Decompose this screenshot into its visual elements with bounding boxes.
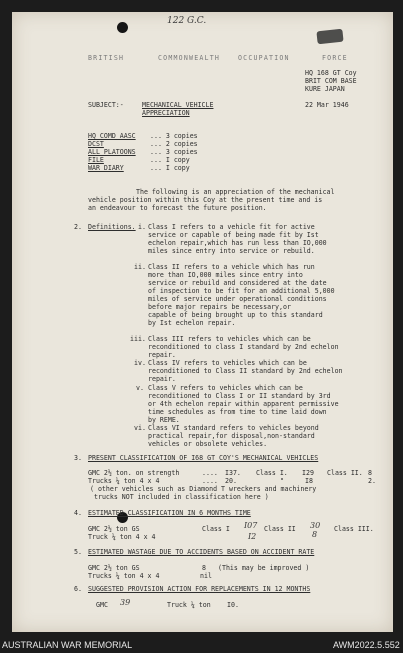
- section-number: 3.: [74, 454, 82, 462]
- section-number: 2.: [74, 223, 82, 231]
- handwritten-reference: 122 G.C.: [167, 16, 207, 26]
- class3-label: Class III.: [334, 525, 374, 533]
- definition-line: or 4th echelon repair within apparent permissive: [148, 400, 339, 408]
- definition-number: v.: [136, 384, 144, 392]
- distribution-copies: ... I copy: [150, 156, 190, 164]
- definition-line: vehicles or obsolete vehicles.: [148, 440, 268, 448]
- leader-dots: ....: [202, 469, 218, 477]
- definition-line: reconditioned to class I standard by 2nd echelon: [148, 343, 339, 351]
- org-word-2: COMMONWEALTH: [158, 54, 221, 62]
- vehicle-label: Trucks ¼ ton 4 x 4: [88, 477, 160, 485]
- distribution-copies: ... 3 copies: [150, 148, 198, 156]
- org-word-4: FORCE: [322, 54, 348, 62]
- section-title: SUGGESTED PROVISION ACTION FOR REPLACEMENTS IN 12 MONTHS: [88, 585, 311, 593]
- definition-line: before major repairs be necessary,or: [148, 303, 291, 311]
- section-title: ESTIMATED CLASSIFICATION IN 6 MONTHS TIME: [88, 509, 251, 517]
- note-line: trucks NOT included in classification here ): [94, 493, 269, 501]
- definition-line: Class IV refers to vehicles which can be: [148, 359, 307, 367]
- org-word-1: BRITISH: [88, 54, 125, 62]
- definition-line: more than IO,000 miles since entry into: [148, 271, 303, 279]
- definition-line: by REME.: [148, 416, 180, 424]
- distribution-name: ALL PLATOONS: [88, 148, 136, 156]
- vehicle-label: Truck ¼ ton 4 x 4: [88, 533, 156, 541]
- address-line-2: BRIT COM BASE: [305, 77, 357, 85]
- vehicle-label: GMC 2½ ton GS: [88, 564, 140, 572]
- footer-accession-number: AWM2022.5.552: [333, 640, 400, 650]
- class2-handwritten: 30: [310, 521, 321, 530]
- section-number: 6.: [74, 585, 82, 593]
- definition-line: repair.: [148, 351, 176, 359]
- definition-number: i.: [138, 223, 146, 231]
- address-line-1: HQ 168 GT Coy: [305, 69, 357, 77]
- distribution-copies: ... 3 copies: [150, 132, 198, 140]
- class1-handwritten: I07: [244, 521, 258, 530]
- section-number: 5.: [74, 548, 82, 556]
- definition-line: echelon repair,which has run less than IO,000: [148, 239, 327, 247]
- definition-line: Class III refers to vehicles which can be: [148, 335, 311, 343]
- vehicle-total: 20.: [225, 477, 237, 485]
- class2-count: 8: [368, 469, 372, 477]
- document-date: 22 Mar 1946: [305, 101, 349, 109]
- section-title: ESTIMATED WASTAGE DUE TO ACCIDENTS BASED ON ACCIDENT RATE: [88, 548, 315, 556]
- definition-line: Class II refers to a vehicle which has run: [148, 263, 315, 271]
- definition-line: time schedules as from time to time laid down: [148, 408, 327, 416]
- vehicle-label: Trucks ¼ ton 4 x 4: [88, 572, 160, 580]
- definition-line: miles since entry into service or rebuild.: [148, 247, 315, 255]
- definition-number: vi.: [134, 424, 146, 432]
- ink-stamp-blot: [316, 29, 343, 45]
- definition-number: iv.: [134, 359, 146, 367]
- definition-line: practical repair,for disposal,non-standard: [148, 432, 315, 440]
- distribution-name: FILE: [88, 156, 104, 164]
- definition-line: repair.: [148, 375, 176, 383]
- definition-line: Class V refers to vehicles which can be: [148, 384, 303, 392]
- truck-count: I0.: [227, 601, 239, 609]
- class2-handwritten: 8: [312, 530, 318, 539]
- distribution-copies: ... I copy: [150, 164, 190, 172]
- leader-dots: ....: [202, 477, 218, 485]
- definition-line: miles of service under operational conditions: [148, 295, 327, 303]
- section-number: 4.: [74, 509, 82, 517]
- truck-label: Truck ¼ ton: [167, 601, 211, 609]
- definition-line: capable of being brought up to this standard: [148, 311, 323, 319]
- definition-line: service or capable of being made fit by Ist: [148, 231, 319, 239]
- section-title: PRESENT CLASSIFICATION OF I68 GT COY'S MECHANICAL VEHICLES: [88, 454, 319, 462]
- note-line: ( other vehicles such as Diamond T wreckers and machinery: [90, 485, 317, 493]
- definition-line: reconditioned to Class II standard by 2nd echelon: [148, 367, 343, 375]
- vehicle-label: GMC 2½ ton GS: [88, 525, 140, 533]
- footer-credit: AUSTRALIAN WAR MEMORIAL: [2, 640, 133, 650]
- org-word-3: OCCUPATION: [238, 54, 290, 62]
- class2-count: 2.: [368, 477, 376, 485]
- distribution-name: HQ COMD AASC: [88, 132, 136, 140]
- distribution-name: DCST: [88, 140, 104, 148]
- definition-line: Class I refers to a vehicle fit for active: [148, 223, 315, 231]
- definition-line: of inspection to be fit for an additional 5,000: [148, 287, 335, 295]
- vehicle-total: I37.: [225, 469, 241, 477]
- document-page: [12, 12, 393, 632]
- subject-line-2: APPRECIATION: [142, 109, 190, 117]
- gmc-label: GMC: [96, 601, 108, 609]
- vehicle-label: GMC 2½ ton. on strength: [88, 469, 180, 477]
- section-title: Definitions.: [88, 223, 136, 231]
- intro-line: The following is an appreciation of the mechanical: [136, 188, 335, 196]
- class1-count: I8: [305, 477, 313, 485]
- subject-line-1: MECHANICAL VEHICLE: [142, 101, 214, 109]
- wastage-value: nil: [200, 572, 212, 580]
- distribution-copies: ... 2 copies: [150, 140, 198, 148]
- class1-label: Class I: [202, 525, 230, 533]
- class2-label: Class II.: [327, 469, 363, 477]
- wastage-value: 8: [202, 564, 206, 572]
- punch-hole: [117, 22, 128, 33]
- definition-line: Class VI standard refers to vehicles beyond: [148, 424, 319, 432]
- class2-label: Class II: [264, 525, 296, 533]
- distribution-name: WAR DIARY: [88, 164, 124, 172]
- class1-count: I29: [302, 469, 314, 477]
- definition-line: reconditioned to Class I or II standard by 3rd: [148, 392, 331, 400]
- address-line-3: KURE JAPAN: [305, 85, 345, 93]
- class1-label: Class I.: [256, 469, 288, 477]
- definition-number: ii.: [134, 263, 146, 271]
- gmc-handwritten-count: 39: [120, 598, 131, 607]
- definition-line: service or rebuild and considered at the date: [148, 279, 327, 287]
- ditto-mark: ": [280, 477, 284, 485]
- intro-line: vehicle position within this Coy at the present time and is: [88, 196, 323, 204]
- wastage-note: (This may be improved ): [218, 564, 310, 572]
- subject-label: SUBJECT:-: [88, 101, 124, 109]
- class1-handwritten: I2: [248, 532, 257, 541]
- definition-line: by Ist echelon repair.: [148, 319, 236, 327]
- definition-number: iii.: [130, 335, 146, 343]
- intro-line: an endeavour to forecast the future position.: [88, 204, 267, 212]
